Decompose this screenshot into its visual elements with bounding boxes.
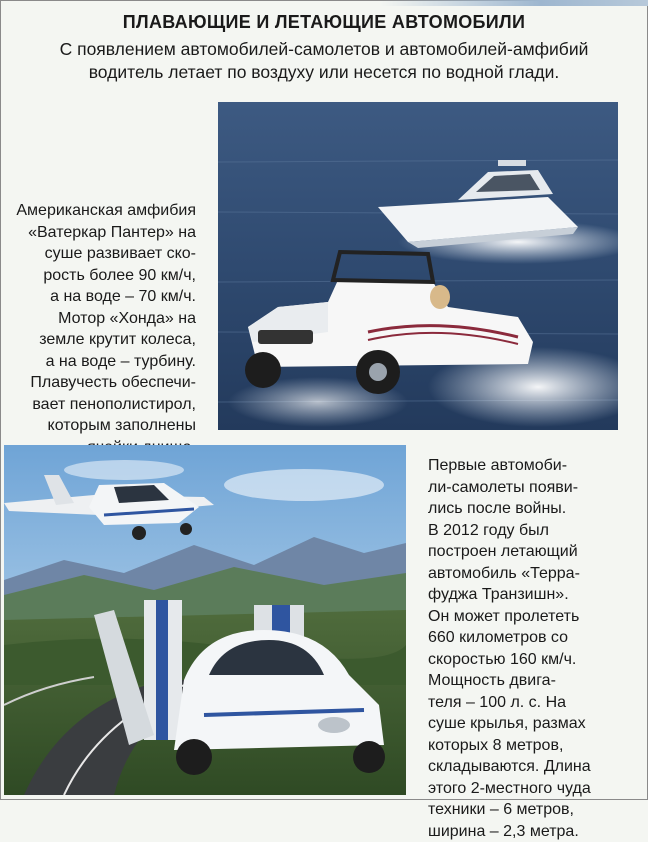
- caption-line: В 2012 году был: [428, 520, 638, 542]
- caption-line: ширина – 2,3 метра.: [428, 821, 638, 842]
- caption-line: суше крылья, размах: [428, 713, 638, 735]
- caption-line: теля – 100 л. с. На: [428, 692, 638, 714]
- caption-line: а на воде – турбину.: [4, 351, 196, 373]
- caption-line: 660 километров со: [428, 627, 638, 649]
- subtitle-line: водитель летает по воздуху или несется по водной глади.: [30, 61, 618, 84]
- caption-line: которых 8 метров,: [428, 735, 638, 757]
- caption-line: рость более 90 км/ч,: [4, 265, 196, 287]
- caption-line: построен летающий: [428, 541, 638, 563]
- caption-line: Первые автомоби-: [428, 455, 638, 477]
- flying-car-caption: [428, 455, 638, 842]
- flying-car-photo: [4, 445, 406, 795]
- caption-line: «Ватеркар Пантер» на: [4, 222, 196, 244]
- amphibian-car-photo: [218, 102, 618, 430]
- caption-line: вает пенополистирол,: [4, 394, 196, 416]
- caption-line: Плавучесть обеспечи-: [4, 372, 196, 394]
- caption-line: лись после войны.: [428, 498, 638, 520]
- caption-line: земле крутит колеса,: [4, 329, 196, 351]
- caption-line: скоростью 160 км/ч.: [428, 649, 638, 671]
- page-subtitle: [30, 38, 618, 84]
- caption-line: автомобиль «Терра-: [428, 563, 638, 585]
- caption-line: техники – 6 метров,: [428, 799, 638, 821]
- page-title: ПЛАВАЮЩИЕ И ЛЕТАЮЩИЕ АВТОМОБИЛИ: [0, 12, 648, 33]
- caption-line: этого 2-местного чуда: [428, 778, 638, 800]
- caption-line: Мощность двига-: [428, 670, 638, 692]
- subtitle-line: С появлением автомобилей-самолетов и автомобилей-амфибий: [30, 38, 618, 61]
- caption-line: ли-самолеты появи-: [428, 477, 638, 499]
- caption-line: Он может пролететь: [428, 606, 638, 628]
- caption-line: а на воде – 70 км/ч.: [4, 286, 196, 308]
- caption-line: Американская амфибия: [4, 200, 196, 222]
- caption-line: фуджа Транзишн».: [428, 584, 638, 606]
- amphibian-caption: [4, 200, 196, 458]
- caption-line: складываются. Длина: [428, 756, 638, 778]
- caption-line: Мотор «Хонда» на: [4, 308, 196, 330]
- caption-line: которым заполнены: [4, 415, 196, 437]
- top-decorative-strip: [380, 0, 648, 6]
- caption-line: суше развивает ско-: [4, 243, 196, 265]
